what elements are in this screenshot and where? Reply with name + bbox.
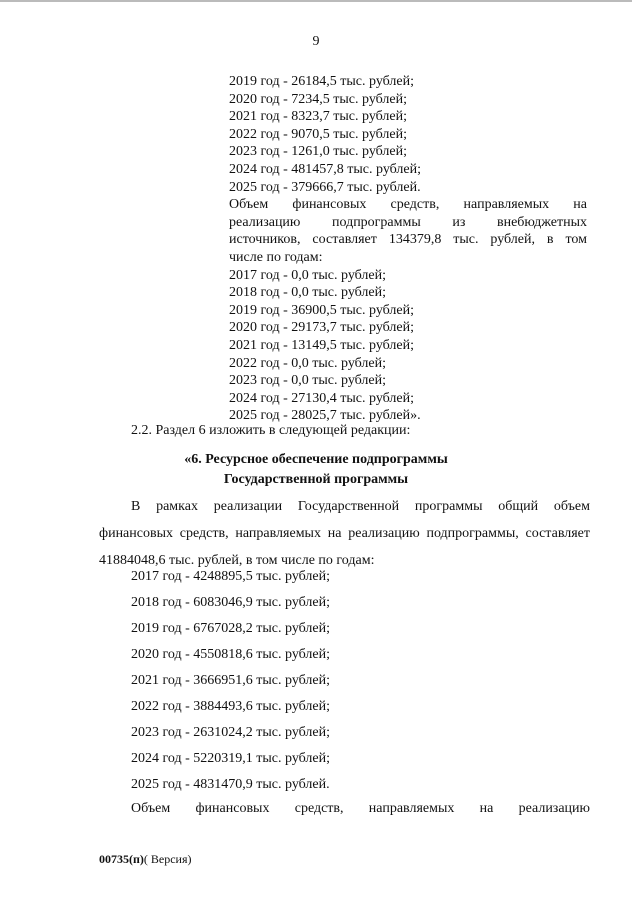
section-year-2021: 2021 год - 3666951,6 тыс. рублей; <box>131 673 331 688</box>
section-year-2024: 2024 год - 5220319,1 тыс. рублей; <box>131 751 331 766</box>
top-border-line <box>0 0 632 2</box>
budget-year-2021: 2021 год - 8323,7 тыс. рублей; <box>229 109 408 125</box>
extrabudget-year-2021: 2021 год - 13149,5 тыс. рублей; <box>229 337 415 353</box>
section-paragraph <box>99 493 590 574</box>
section-paragraph-line-2: финансовых средств, направляемых на реализацию подпрограммы, составляет <box>99 526 590 541</box>
extrabudget-text-line-1: Объем финансовых средств, направляемых на <box>229 197 587 213</box>
section-year-2017: 2017 год - 4248895,5 тыс. рублей; <box>131 569 331 584</box>
version-label: ( Версия) <box>143 852 192 866</box>
extrabudget-year-2017: 2017 год - 0,0 тыс. рублей; <box>229 267 387 283</box>
last-paragraph <box>131 801 590 817</box>
document-code: 00735(п) <box>99 852 144 866</box>
section-year-2018: 2018 год - 6083046,9 тыс. рублей; <box>131 595 331 610</box>
extrabudget-year-2024: 2024 год - 27130,4 тыс. рублей; <box>229 390 415 406</box>
section-year-2019: 2019 год - 6767028,2 тыс. рублей; <box>131 621 331 636</box>
footer <box>99 852 192 867</box>
budget-year-2023: 2023 год - 1261,0 тыс. рублей; <box>229 144 408 160</box>
extrabudget-year-2023: 2023 год - 0,0 тыс. рублей; <box>229 373 387 389</box>
budget-years-list <box>229 73 587 425</box>
extrabudget-year-2025: 2025 год - 28025,7 тыс. рублей». <box>229 408 421 424</box>
section-year-2022: 2022 год - 3884493,6 тыс. рублей; <box>131 699 331 714</box>
item-2-2: 2.2. Раздел 6 изложить в следующей редакции: <box>131 423 411 438</box>
section-paragraph-line-1: В рамках реализации Государственной программы общий объем <box>131 499 590 514</box>
section-paragraph-line-3: 41884048,6 тыс. рублей, в том числе по годам: <box>99 553 375 568</box>
section-year-2023: 2023 год - 2631024,2 тыс. рублей; <box>131 725 331 740</box>
budget-year-2019: 2019 год - 26184,5 тыс. рублей; <box>229 74 415 89</box>
section-heading-line-1: «6. Ресурсное обеспечение подпрограммы <box>184 452 448 467</box>
section-year-2025: 2025 год - 4831470,9 тыс. рублей. <box>131 777 330 792</box>
extrabudget-year-2022: 2022 год - 0,0 тыс. рублей; <box>229 355 387 371</box>
section-heading-line-2: Государственной программы <box>223 472 409 487</box>
page-number: 9 <box>312 34 320 49</box>
extrabudget-text-line-3: источников, составляет 134379,8 тыс. рублей, в том <box>229 232 587 248</box>
extrabudget-text-line-2: реализацию подпрограммы из внебюджетных <box>229 214 587 230</box>
extrabudget-text-line-4: числе по годам: <box>229 249 323 265</box>
extrabudget-year-2019: 2019 год - 36900,5 тыс. рублей; <box>229 302 415 318</box>
extrabudget-year-2018: 2018 год - 0,0 тыс. рублей; <box>229 285 387 301</box>
budget-year-2024: 2024 год - 481457,8 тыс. рублей; <box>229 161 422 177</box>
extrabudget-year-2020: 2020 год - 29173,7 тыс. рублей; <box>229 320 415 336</box>
budget-year-2020: 2020 год - 7234,5 тыс. рублей; <box>229 91 408 107</box>
last-paragraph-line: Объем финансовых средств, направляемых на реализацию <box>131 801 590 816</box>
budget-year-2025: 2025 год - 379666,7 тыс. рублей. <box>229 179 421 195</box>
budget-year-2022: 2022 год - 9070,5 тыс. рублей; <box>229 126 408 142</box>
section-year-2020: 2020 год - 4550818,6 тыс. рублей; <box>131 647 331 662</box>
